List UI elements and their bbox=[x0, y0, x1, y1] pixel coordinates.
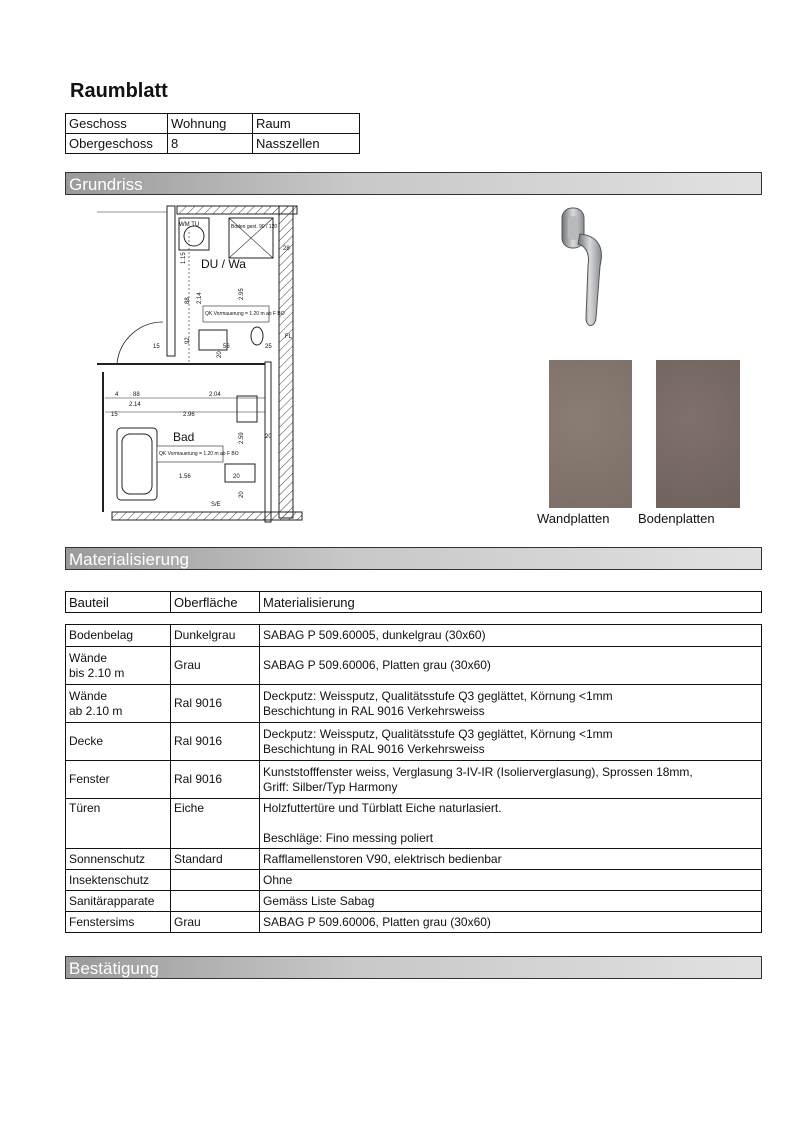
room-label: DU / Wa bbox=[201, 257, 246, 271]
cell-bauteil: Sanitärapparate bbox=[66, 891, 171, 912]
toilet-icon bbox=[225, 464, 255, 482]
cell-oberflaeche bbox=[171, 891, 260, 912]
table-row bbox=[66, 849, 762, 870]
dimension-label: 15 bbox=[111, 412, 118, 418]
toilet-icon bbox=[251, 327, 263, 345]
cell-materialisierung: Ohne bbox=[260, 870, 762, 891]
materials-header-row bbox=[66, 592, 762, 613]
room-label: Bad bbox=[173, 430, 195, 444]
info-header-row bbox=[66, 114, 360, 134]
wall-tile-image bbox=[549, 360, 632, 508]
cell-oberflaeche: Dunkelgrau bbox=[171, 625, 260, 647]
table-row bbox=[66, 723, 762, 761]
materials-header-table bbox=[65, 591, 762, 613]
cell-oberflaeche: Grau bbox=[171, 912, 260, 933]
cell-bauteil: Fenstersims bbox=[66, 912, 171, 933]
dimension-label: FL bbox=[285, 334, 293, 340]
cell-bauteil: Bodenbelag bbox=[66, 625, 171, 647]
cell-materialisierung: Kunststofffenster weiss, Verglasung 3-IV-IR (Isolierverglasung), Sprossen 18mm, Griff: Silber/Typ Harmony bbox=[260, 761, 762, 799]
dimension-label: 1.56 bbox=[179, 474, 191, 480]
wall-tile-label: Wandplatten bbox=[537, 511, 610, 526]
floor-tile-image bbox=[656, 360, 740, 508]
header-cell-oberflaeche: Oberfläche bbox=[171, 592, 260, 613]
section-bar-grundriss: Grundriss bbox=[65, 172, 762, 195]
cell-materialisierung: Gemäss Liste Sabag bbox=[260, 891, 762, 912]
info-value-cell: 8 bbox=[168, 134, 253, 154]
table-row bbox=[66, 625, 762, 647]
header-cell-materialisierung: Materialisierung bbox=[260, 592, 762, 613]
cell-oberflaeche: Ral 9016 bbox=[171, 685, 260, 723]
cell-oberflaeche: Standard bbox=[171, 849, 260, 870]
plan-note: QK Vormauerung = 1.20 m ab F BO bbox=[205, 311, 285, 317]
dimension-label: S/E bbox=[211, 502, 221, 508]
table-row bbox=[66, 870, 762, 891]
dimension-label: 25 bbox=[265, 344, 272, 350]
wall bbox=[279, 206, 293, 518]
cell-oberflaeche bbox=[171, 870, 260, 891]
dimension-label: 88 bbox=[185, 297, 191, 304]
dimension-label: 15 bbox=[153, 344, 160, 350]
plan-note: Boden gest. 90 / 120 bbox=[231, 224, 278, 230]
dimension-label: 20 bbox=[239, 491, 245, 498]
wall bbox=[265, 362, 271, 522]
plan-note: WM TU bbox=[179, 222, 200, 228]
header-cell-bauteil: Bauteil bbox=[66, 592, 171, 613]
table-row bbox=[66, 685, 762, 723]
cell-bauteil: Türen bbox=[66, 799, 171, 849]
table-row bbox=[66, 891, 762, 912]
cell-materialisierung: SABAG P 509.60006, Platten grau (30x60) bbox=[260, 647, 762, 685]
dimension-label: 2.59 bbox=[239, 432, 245, 444]
table-row bbox=[66, 912, 762, 933]
dimension-label: 2.96 bbox=[183, 412, 195, 418]
page-title: Raumblatt bbox=[70, 80, 168, 102]
cell-bauteil: Insektenschutz bbox=[66, 870, 171, 891]
dimension-label: 28 bbox=[283, 246, 290, 252]
plan-note: QK Vormauerung = 1.20 m ab F BO bbox=[159, 451, 239, 457]
info-header-cell: Geschoss bbox=[66, 114, 168, 134]
dimension-label: 2.04 bbox=[209, 392, 221, 398]
cell-oberflaeche: Eiche bbox=[171, 799, 260, 849]
materials-table bbox=[65, 624, 762, 933]
dimension-label: 92 bbox=[185, 337, 191, 344]
cell-materialisierung: SABAG P 509.60006, Platten grau (30x60) bbox=[260, 912, 762, 933]
info-value-cell: Obergeschoss bbox=[66, 134, 168, 154]
table-row bbox=[66, 799, 762, 849]
cell-oberflaeche: Ral 9016 bbox=[171, 761, 260, 799]
cell-oberflaeche: Grau bbox=[171, 647, 260, 685]
wall bbox=[112, 512, 302, 520]
dimension-label: 4 bbox=[115, 392, 119, 398]
cell-bauteil: Sonnenschutz bbox=[66, 849, 171, 870]
dimension-label: 20 bbox=[233, 474, 240, 480]
info-table bbox=[65, 113, 360, 154]
cell-materialisierung: Deckputz: Weissputz, Qualitätsstufe Q3 geglättet, Körnung <1mm Beschichtung in RAL 9016 Verkehrsweiss bbox=[260, 685, 762, 723]
cell-oberflaeche: Ral 9016 bbox=[171, 723, 260, 761]
door-swing bbox=[117, 322, 163, 364]
floor-plan-drawing bbox=[97, 202, 303, 530]
cell-bauteil: Decke bbox=[66, 723, 171, 761]
table-row bbox=[66, 647, 762, 685]
window-handle-image bbox=[556, 206, 606, 330]
dimension-label: 20 bbox=[217, 351, 223, 358]
section-bar-materialisierung: Materialisierung bbox=[65, 547, 762, 570]
floor-tile-label: Bodenplatten bbox=[638, 511, 715, 526]
dimension-label: 2.14 bbox=[129, 402, 141, 408]
dimension-label: 20 bbox=[265, 434, 272, 440]
info-header-cell: Raum bbox=[253, 114, 360, 134]
section-bar-bestaetigung: Bestätigung bbox=[65, 956, 762, 979]
cell-bauteil: Fenster bbox=[66, 761, 171, 799]
cell-bauteil: Wände ab 2.10 m bbox=[66, 685, 171, 723]
dimension-label: 1.15 bbox=[181, 252, 187, 264]
info-value-cell: Nasszellen bbox=[253, 134, 360, 154]
wall bbox=[167, 206, 175, 356]
dimension-label: 2.14 bbox=[197, 292, 203, 304]
info-value-row bbox=[66, 134, 360, 154]
dimension-label: 56 bbox=[223, 344, 230, 350]
dimension-label: 2.95 bbox=[239, 288, 245, 300]
dimension-label: 88 bbox=[133, 392, 140, 398]
cell-bauteil: Wände bis 2.10 m bbox=[66, 647, 171, 685]
cell-materialisierung: Deckputz: Weissputz, Qualitätsstufe Q3 geglättet, Körnung <1mm Beschichtung in RAL 9016 Verkehrsweiss bbox=[260, 723, 762, 761]
cell-materialisierung: Rafflamellenstoren V90, elektrisch bedienbar bbox=[260, 849, 762, 870]
cell-materialisierung: SABAG P 509.60005, dunkelgrau (30x60) bbox=[260, 625, 762, 647]
cell-materialisierung: Holzfuttertüre und Türblatt Eiche naturlasiert. Beschläge: Fino messing poliert bbox=[260, 799, 762, 849]
sink-icon bbox=[237, 396, 257, 422]
table-row bbox=[66, 761, 762, 799]
info-header-cell: Wohnung bbox=[168, 114, 253, 134]
